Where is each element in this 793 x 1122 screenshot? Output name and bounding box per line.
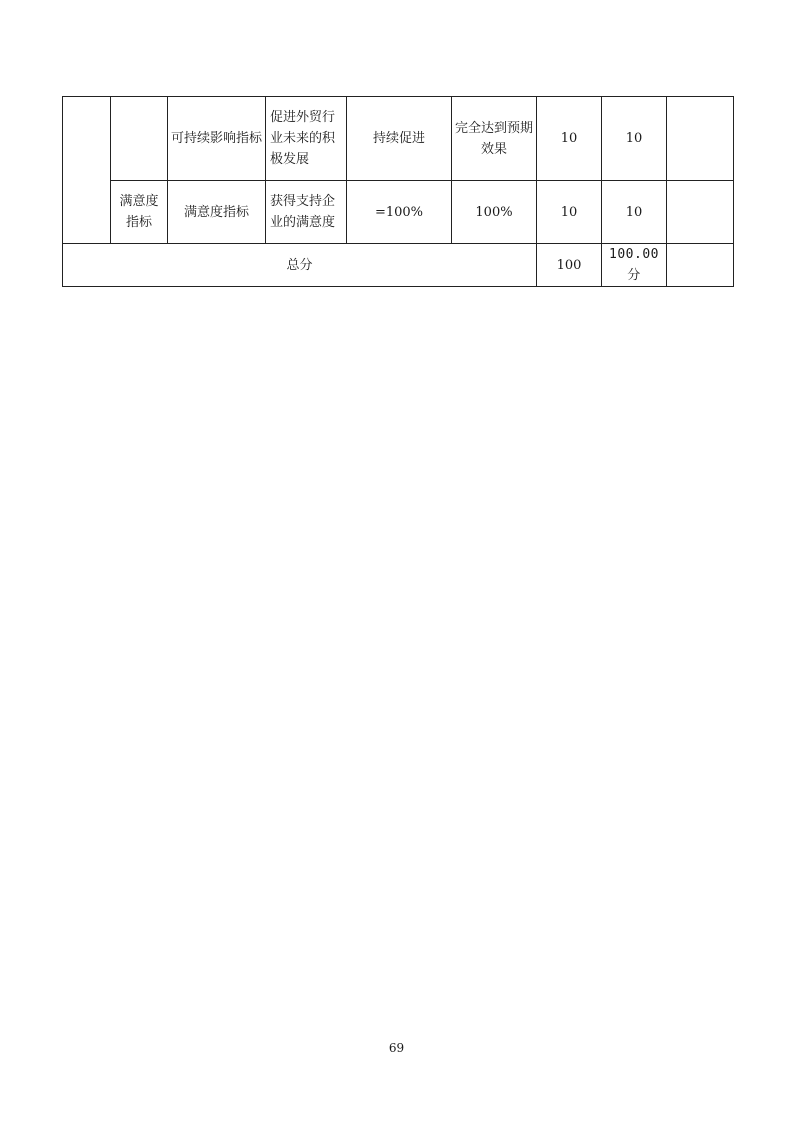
primary-indicator-cell: 满意度指标 bbox=[111, 181, 168, 244]
weight-cell: 10 bbox=[537, 181, 602, 244]
actual-value-cell: 完全达到预期效果 bbox=[452, 97, 537, 181]
score-cell: 10 bbox=[602, 97, 667, 181]
target-value-cell: =100% bbox=[347, 181, 452, 244]
category-cell bbox=[63, 97, 111, 244]
performance-evaluation-table bbox=[62, 96, 734, 287]
primary-indicator-cell bbox=[111, 97, 168, 181]
weight-cell: 10 bbox=[537, 97, 602, 181]
total-score-cell: 100.00分 bbox=[602, 244, 667, 287]
table-row bbox=[63, 181, 734, 244]
tertiary-indicator-cell: 获得支持企业的满意度 bbox=[266, 181, 347, 244]
secondary-indicator-cell: 可持续影响指标 bbox=[168, 97, 266, 181]
target-value-cell: 持续促进 bbox=[347, 97, 452, 181]
note-cell bbox=[667, 181, 734, 244]
note-cell bbox=[667, 97, 734, 181]
total-note-cell bbox=[667, 244, 734, 287]
actual-value-cell: 100% bbox=[452, 181, 537, 244]
secondary-indicator-cell: 满意度指标 bbox=[168, 181, 266, 244]
tertiary-indicator-cell: 促进外贸行业未来的积极发展 bbox=[266, 97, 347, 181]
total-row bbox=[63, 244, 734, 287]
page-number: 69 bbox=[388, 1041, 405, 1055]
table-row bbox=[63, 97, 734, 181]
total-label-cell: 总分 bbox=[63, 244, 537, 287]
total-weight-cell: 100 bbox=[537, 244, 602, 287]
score-cell: 10 bbox=[602, 181, 667, 244]
